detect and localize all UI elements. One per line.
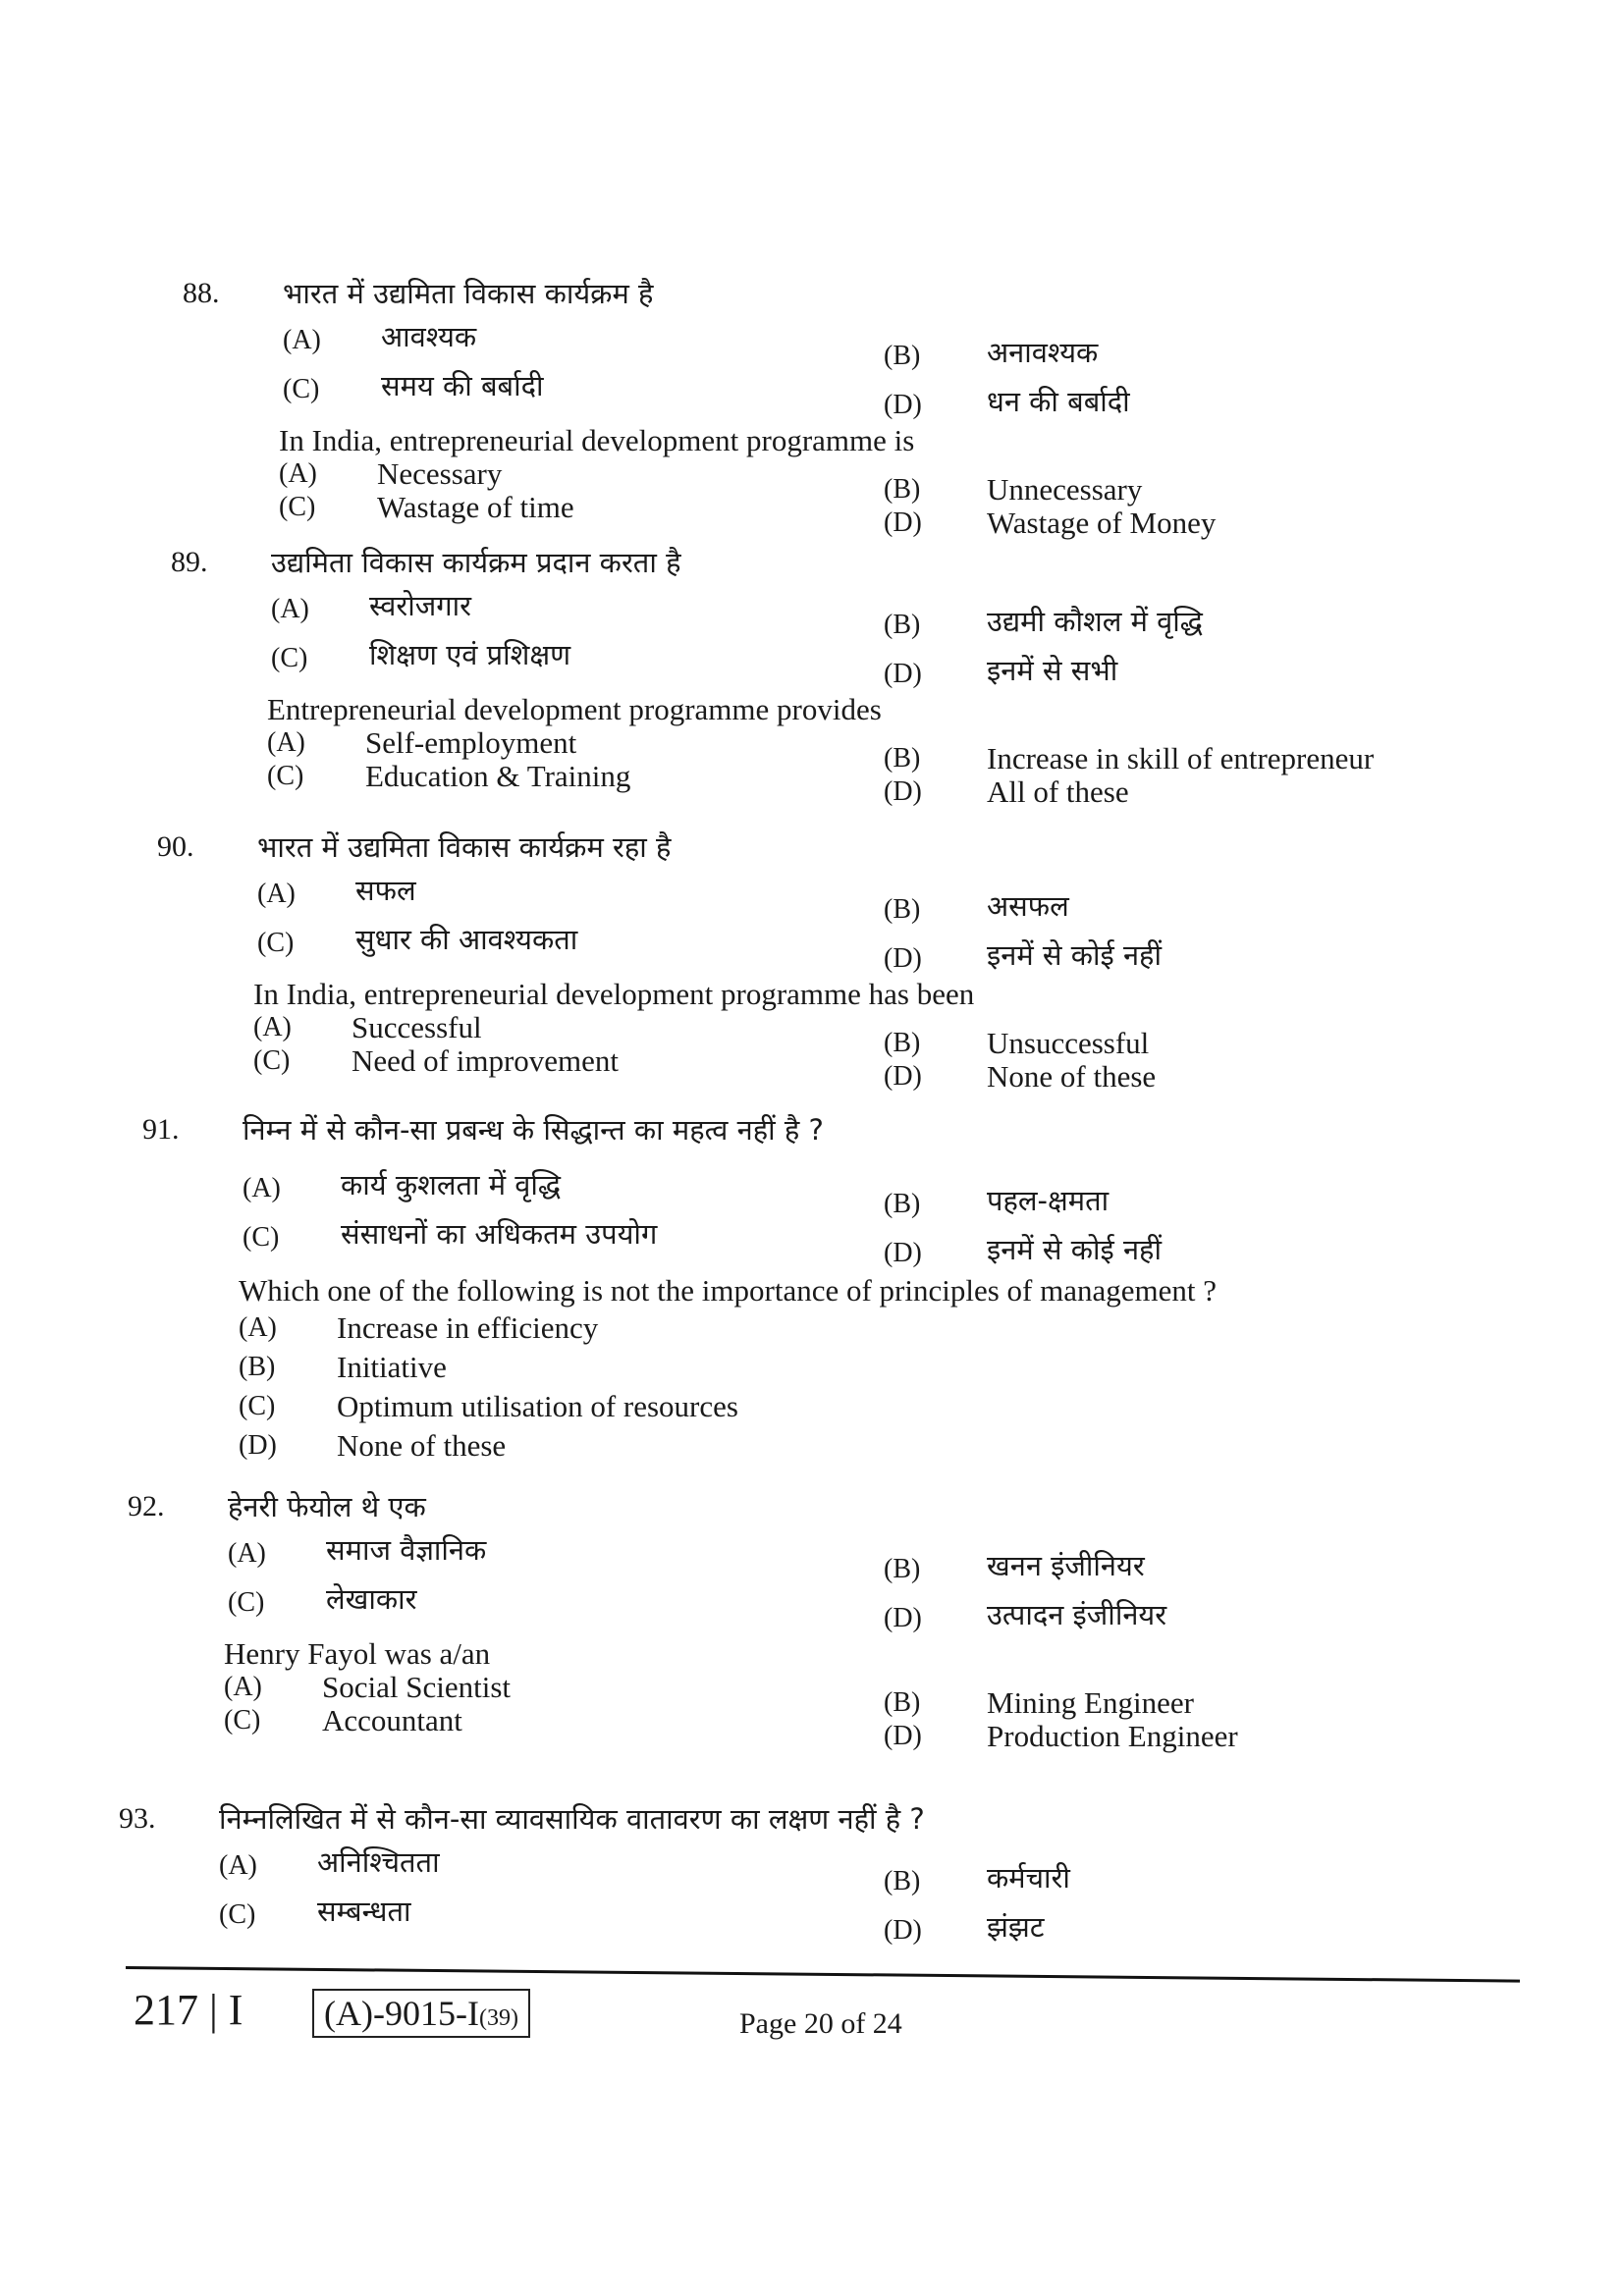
option-text-english: Self-employment [365, 725, 577, 760]
option-text-english: Wastage of Money [987, 506, 1217, 540]
option-text-hindi: समय की बर्बादी [381, 369, 544, 402]
option-label: (D) [884, 390, 922, 420]
option-text-hindi: उत्पादन इंजीनियर [987, 1598, 1167, 1631]
option-label: (C) [257, 928, 295, 958]
option-text-hindi: इनमें से सभी [987, 654, 1118, 687]
option-text-hindi: उद्यमी कौशल में वृद्धि [987, 605, 1203, 638]
option-text-english: Increase in skill of entrepreneur [987, 741, 1375, 775]
option-text-english: None of these [987, 1059, 1157, 1094]
option-text-english: Education & Training [365, 759, 631, 793]
question-89 [0, 546, 1624, 840]
question-text-hindi: भारत में उद्यमिता विकास कार्यक्रम है [283, 277, 654, 310]
option-text-hindi: पहल-क्षमता [987, 1184, 1110, 1217]
option-label: (A) [267, 727, 305, 758]
question-number: 92. [128, 1490, 165, 1522]
option-text-english: All of these [987, 774, 1129, 809]
option-text-hindi: सफल [355, 874, 416, 907]
option-text-hindi: अनावश्यक [987, 336, 1099, 369]
question-number: 93. [119, 1802, 156, 1835]
option-text-hindi: इनमें से कोई नहीं [987, 1233, 1162, 1266]
option-label: (B) [884, 341, 921, 371]
booklet-code-box [312, 1989, 530, 2038]
option-label: (A) [271, 594, 309, 624]
question-text-hindi: भारत में उद्यमिता विकास कार्यक्रम रहा है [257, 830, 672, 864]
option-label: (C) [279, 492, 316, 522]
option-text-english: Production Engineer [987, 1719, 1238, 1753]
option-text-hindi: कार्य कुशलता में वृद्धि [341, 1168, 562, 1201]
booklet-code: (A)-9015-I [324, 1994, 479, 2033]
option-label: (C) [239, 1391, 276, 1421]
option-label: (A) [224, 1672, 262, 1702]
option-text-hindi: सम्बन्धता [317, 1895, 411, 1928]
option-label: (C) [243, 1222, 280, 1253]
option-label: (D) [884, 1603, 922, 1633]
question-90 [0, 830, 1624, 1125]
option-text-english: Initiative [337, 1350, 447, 1384]
page-number: Page 20 of 24 [739, 2007, 902, 2040]
option-label: (B) [884, 610, 921, 640]
question-text-hindi: उद्यमिता विकास कार्यक्रम प्रदान करता है [271, 546, 681, 579]
question-92 [0, 1490, 1624, 1785]
option-label: (D) [884, 1061, 922, 1092]
option-label: (A) [279, 458, 317, 489]
paper-code: 217 | I [134, 1986, 244, 2034]
option-text-english: Increase in efficiency [337, 1310, 599, 1345]
option-text-hindi: खनन इंजीनियर [987, 1549, 1145, 1582]
option-label: (B) [239, 1352, 276, 1382]
question-text-english: In India, entrepreneurial development programme has been [253, 977, 975, 1011]
option-text-hindi: कर्मचारी [987, 1861, 1070, 1895]
option-label: (D) [884, 776, 922, 807]
option-text-english: Mining Engineer [987, 1685, 1194, 1720]
option-text-hindi: सुधार की आवश्यकता [355, 923, 578, 956]
option-text-english: Accountant [322, 1703, 462, 1737]
option-text-english: Social Scientist [322, 1670, 512, 1704]
option-text-english: Unnecessary [987, 472, 1143, 507]
option-text-english: Optimum utilisation of resources [337, 1389, 738, 1423]
question-number: 90. [157, 830, 194, 863]
option-label: (C) [219, 1899, 256, 1930]
question-text-hindi: हेनरी फेयोल थे एक [228, 1490, 426, 1523]
question-text-english: Entrepreneurial development programme provides [267, 692, 882, 726]
option-label: (D) [884, 1238, 922, 1268]
option-text-hindi: अनिश्चितता [317, 1845, 440, 1879]
booklet-suffix: (39) [478, 2005, 518, 2031]
option-label: (A) [239, 1312, 277, 1343]
option-text-english: None of these [337, 1428, 507, 1463]
option-text-hindi: आवश्यक [381, 320, 477, 353]
option-label: (D) [884, 1915, 922, 1946]
question-text-english: Which one of the following is not the importance of principles of management ? [239, 1273, 1218, 1308]
option-label: (A) [228, 1538, 266, 1569]
option-label: (D) [884, 659, 922, 689]
question-number: 89. [171, 546, 208, 578]
question-91 [0, 1113, 1624, 1463]
option-text-hindi: धन की बर्बादी [987, 385, 1130, 418]
option-label: (D) [884, 1721, 922, 1751]
option-label: (B) [884, 1554, 921, 1584]
option-label: (D) [239, 1430, 277, 1461]
option-label: (B) [884, 1866, 921, 1896]
option-text-hindi: शिक्षण एवं प्रशिक्षण [369, 638, 571, 671]
option-label: (C) [253, 1045, 291, 1076]
option-label: (C) [271, 643, 308, 673]
option-text-english: Need of improvement [352, 1043, 620, 1078]
option-text-hindi: झंझट [987, 1910, 1045, 1944]
option-text-hindi: संसाधनों का अधिकतम उपयोग [341, 1217, 658, 1251]
option-text-english: Successful [352, 1010, 482, 1044]
option-text-hindi: समाज वैज्ञानिक [326, 1533, 487, 1567]
question-number: 91. [142, 1113, 180, 1146]
question-text-english: In India, entrepreneurial development programme is [279, 423, 915, 457]
question-number: 88. [183, 277, 220, 309]
option-label: (B) [884, 743, 921, 774]
option-label: (C) [283, 374, 320, 404]
option-label: (A) [257, 879, 296, 909]
option-label: (A) [283, 325, 321, 355]
option-label: (A) [219, 1850, 257, 1881]
question-text-hindi: निम्न में से कौन-सा प्रबन्ध के सिद्धान्त का महत्व नहीं है ? [243, 1113, 824, 1147]
question-93 [0, 1802, 1624, 2097]
option-text-english: Wastage of time [377, 490, 574, 524]
option-label: (B) [884, 894, 921, 925]
option-label: (D) [884, 943, 922, 974]
question-88 [0, 277, 1624, 571]
option-label: (D) [884, 507, 922, 538]
option-label: (A) [253, 1012, 292, 1042]
option-text-english: Necessary [377, 456, 503, 491]
option-label: (B) [884, 474, 921, 505]
option-text-english: Unsuccessful [987, 1026, 1150, 1060]
option-label: (B) [884, 1028, 921, 1058]
option-label: (B) [884, 1687, 921, 1718]
option-label: (C) [267, 761, 304, 791]
question-text-hindi: निम्नलिखित में से कौन-सा व्यावसायिक वातावरण का लक्षण नहीं है ? [219, 1802, 925, 1836]
option-text-hindi: इनमें से कोई नहीं [987, 938, 1162, 972]
question-text-english: Henry Fayol was a/an [224, 1636, 491, 1671]
option-text-hindi: असफल [987, 889, 1069, 923]
option-text-hindi: लेखाकार [326, 1582, 417, 1616]
option-label: (B) [884, 1189, 921, 1219]
option-label: (A) [243, 1173, 281, 1203]
option-label: (C) [224, 1705, 261, 1735]
option-label: (C) [228, 1587, 265, 1618]
option-text-hindi: स्वरोजगार [369, 589, 471, 622]
